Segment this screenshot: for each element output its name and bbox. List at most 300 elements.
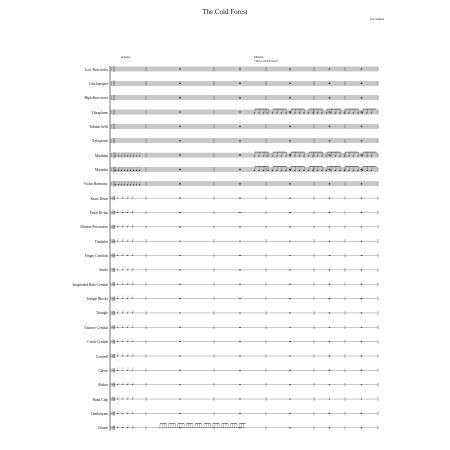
note-head [254,113,255,114]
whole-rest [329,312,331,313]
note-head [177,427,178,428]
whole-rest [239,68,241,69]
note-head [117,384,118,385]
note-head [371,156,372,157]
note-head [122,370,123,371]
whole-rest [329,212,331,213]
note-head [344,170,345,171]
note-head [254,170,255,171]
note-head [122,255,123,256]
note-head [303,156,304,157]
whole-rest [239,212,241,213]
whole-rest [361,126,363,127]
instrument-label: Tambourine [90,411,108,416]
section-subtitle: "The Cold Forest" [254,59,279,63]
note-head [267,156,268,157]
note-head [118,170,119,171]
note-head [122,327,123,328]
whole-rest [329,241,331,242]
note-head [124,156,125,157]
note-head [285,113,286,114]
note-head [133,184,134,185]
note-head [221,427,222,428]
note-head [122,269,123,270]
note-head [127,269,128,270]
note-head [124,170,125,171]
note-head [263,170,264,171]
note-head [276,113,277,114]
note-head [133,170,134,171]
note-head [117,313,118,314]
whole-rest [239,398,241,399]
note-head [236,427,237,428]
note-head [357,170,358,171]
whole-rest [289,97,291,98]
instrument-label: Triangle [95,311,108,316]
note-head [312,170,313,171]
whole-rest [289,384,291,385]
composer-name: Ian Lukas [370,17,384,21]
note-head [139,184,140,185]
note-head [122,241,123,242]
note-head [179,427,180,428]
section-mark: Misura [254,55,264,59]
whole-rest [239,97,241,98]
note-head [127,284,128,285]
whole-rest [239,154,241,155]
note-head [353,113,354,114]
whole-rest [179,169,181,170]
note-head [330,170,331,171]
note-head [174,427,175,428]
note-head [136,156,137,157]
note-head [133,156,134,157]
whole-rest [361,169,363,170]
instrument-label: Claves [98,368,108,373]
whole-rest [329,269,331,270]
whole-rest [179,212,181,213]
whole-rest [329,126,331,127]
note-head [321,113,322,114]
whole-rest [361,370,363,371]
note-head [371,113,372,114]
whole-rest [361,226,363,227]
note-head [232,427,233,428]
note-head [344,113,345,114]
note-head [362,170,363,171]
instrument-label: Tubular bells [89,124,108,129]
whole-rest [289,111,291,112]
note-head [132,255,133,256]
whole-rest [329,183,331,184]
note-head [132,241,133,242]
whole-rest [239,384,241,385]
note-head [205,427,206,428]
note-head [263,156,264,157]
note-head [326,170,327,171]
note-head [122,399,123,400]
note-head [185,427,186,428]
note-head [127,399,128,400]
whole-rest [361,355,363,356]
note-head [132,427,133,428]
note-head [132,341,133,342]
note-head [192,427,193,428]
whole-rest [179,183,181,184]
note-head [285,156,286,157]
whole-rest [361,327,363,328]
whole-rest [289,212,291,213]
note-head [290,170,291,171]
instrument-label: Cowbell [95,354,108,359]
note-head [357,113,358,114]
whole-rest [239,183,241,184]
note-head [203,427,204,428]
whole-rest [329,355,331,356]
note-head [122,313,123,314]
whole-rest [289,169,291,170]
whole-rest [329,427,331,428]
note-head [117,198,118,199]
note-head [117,341,118,342]
note-head [170,427,171,428]
note-head [294,113,295,114]
note-head [127,170,128,171]
note-head [196,427,197,428]
whole-rest [329,154,331,155]
note-head [130,170,131,171]
note-head [348,156,349,157]
note-head [127,327,128,328]
note-head [276,156,277,157]
note-head [161,427,162,428]
note-head [201,427,202,428]
instrument-label: Vibraphone [91,110,108,115]
whole-rest [329,341,331,342]
whole-rest [239,255,241,256]
note-head [127,313,128,314]
note-head [267,170,268,171]
note-head [117,413,118,414]
note-head [127,427,128,428]
instrument-label: Suspended Ride Cymbal [72,282,108,287]
note-head [127,226,128,227]
note-head [312,156,313,157]
note-head [122,341,123,342]
note-head [136,170,137,171]
note-head [243,427,244,428]
note-head [122,356,123,357]
note-head [132,269,133,270]
whole-rest [329,68,331,69]
whole-rest [179,312,181,313]
whole-rest [179,126,181,127]
note-head [299,170,300,171]
note-head [127,198,128,199]
instrument-label: Violin Harmonic [83,182,108,187]
instrument-label: Temple Blocks [86,297,108,302]
note-head [117,255,118,256]
note-head [272,113,273,114]
whole-rest [361,284,363,285]
whole-rest [179,83,181,84]
note-head [166,427,167,428]
note-head [194,427,195,428]
whole-rest [289,269,291,270]
note-head [117,241,118,242]
whole-rest [289,68,291,69]
whole-rest [179,154,181,155]
whole-rest [329,327,331,328]
note-head [117,399,118,400]
note-head [117,284,118,285]
whole-rest [179,284,181,285]
instrument-label: Marimba [94,167,108,172]
note-head [330,156,331,157]
note-head [240,427,241,428]
note-head [122,298,123,299]
note-head [139,156,140,157]
whole-rest [179,341,181,342]
note-head [223,427,224,428]
note-head [139,170,140,171]
whole-rest [179,226,181,227]
whole-rest [179,370,181,371]
note-head [290,156,291,157]
note-head [317,156,318,157]
whole-rest [289,126,291,127]
note-head [212,427,213,428]
note-head [258,156,259,157]
note-head [357,156,358,157]
note-head [127,384,128,385]
note-head [127,341,128,342]
note-head [281,156,282,157]
note-head [122,198,123,199]
whole-rest [289,413,291,414]
note-head [335,113,336,114]
note-head [218,427,219,428]
instrument-label: Marimba [94,153,108,158]
note-head [308,156,309,157]
instrument-label: Drums [98,426,108,431]
note-head [122,226,123,227]
whole-rest [361,140,363,141]
note-head [216,427,217,428]
whole-rest [179,398,181,399]
note-head [132,298,133,299]
note-head [127,413,128,414]
whole-rest [289,140,291,141]
whole-rest [179,355,181,356]
note-head [303,170,304,171]
note-head [317,113,318,114]
whole-rest [361,312,363,313]
whole-rest [361,298,363,299]
note-head [122,212,123,213]
note-head [308,113,309,114]
instrument-label: Chinese Cymbal [84,325,108,330]
whole-rest [361,384,363,385]
instrument-label: Crash Cymbal [87,340,108,345]
whole-rest [239,226,241,227]
whole-rest [361,269,363,270]
note-head [348,113,349,114]
whole-rest [179,384,181,385]
note-head [127,298,128,299]
whole-rest [289,398,291,399]
note-head [312,113,313,114]
note-head [127,241,128,242]
whole-rest [361,97,363,98]
whole-rest [179,111,181,112]
whole-rest [361,255,363,256]
note-head [122,413,123,414]
note-head [188,427,189,428]
note-head [348,170,349,171]
whole-rest [289,370,291,371]
score-title: The Cold Forest [202,8,248,16]
note-head [127,212,128,213]
whole-rest [329,226,331,227]
whole-rest [361,241,363,242]
instrument-label: Snare Drum [90,196,108,201]
whole-rest [329,198,331,199]
note-head [281,113,282,114]
instrument-label: Glockenspiel [89,81,108,86]
note-head [321,156,322,157]
note-head [294,170,295,171]
note-head [127,184,128,185]
note-head [117,212,118,213]
whole-rest [361,154,363,155]
note-head [362,113,363,114]
note-head [371,170,372,171]
note-head [272,156,273,157]
instrument-label: Shaker [98,383,108,388]
whole-rest [289,183,291,184]
whole-rest [361,111,363,112]
note-head [132,212,133,213]
whole-rest [329,284,331,285]
whole-rest [239,241,241,242]
whole-rest [179,298,181,299]
whole-rest [329,83,331,84]
note-head [263,113,264,114]
note-head [117,226,118,227]
instrument-label: Pedal Hi-hat [89,211,108,215]
note-head [227,427,228,428]
whole-rest [289,284,291,285]
instrument-label: Xylophone [92,139,108,144]
note-head [339,156,340,157]
note-head [117,427,118,428]
whole-rest [239,341,241,342]
whole-rest [179,255,181,256]
note-head [132,370,133,371]
whole-rest [289,427,291,428]
note-head [303,113,304,114]
note-head [172,427,173,428]
whole-rest [239,269,241,270]
whole-rest [361,341,363,342]
whole-rest [329,97,331,98]
note-head [168,427,169,428]
note-head [130,184,131,185]
note-head [132,313,133,314]
tempo-mark: Adagio [121,55,131,59]
whole-rest [289,355,291,356]
note-head [317,170,318,171]
note-head [258,113,259,114]
whole-rest [361,413,363,414]
whole-rest [289,198,291,199]
whole-rest [239,355,241,356]
whole-rest [329,370,331,371]
whole-rest [289,298,291,299]
note-head [132,399,133,400]
note-head [225,427,226,428]
note-head [117,269,118,270]
whole-rest [329,298,331,299]
whole-rest [239,83,241,84]
whole-rest [239,169,241,170]
whole-rest [239,298,241,299]
note-head [132,384,133,385]
whole-rest [329,413,331,414]
note-head [132,356,133,357]
note-head [210,427,211,428]
note-head [121,170,122,171]
whole-rest [289,154,291,155]
note-head [127,356,128,357]
whole-rest [239,327,241,328]
whole-rest [361,398,363,399]
whole-rest [239,284,241,285]
note-head [321,170,322,171]
note-head [130,156,131,157]
note-head [353,170,354,171]
note-head [117,298,118,299]
note-head [285,170,286,171]
note-head [132,327,133,328]
note-head [127,156,128,157]
whole-rest [179,269,181,270]
whole-rest [361,198,363,199]
note-head [115,170,116,171]
note-head [339,170,340,171]
whole-rest [329,140,331,141]
whole-rest [289,226,291,227]
whole-rest [239,370,241,371]
whole-rest [289,341,291,342]
note-head [199,427,200,428]
whole-rest [239,312,241,313]
note-head [183,427,184,428]
note-head [308,170,309,171]
whole-rest [361,212,363,213]
whole-rest [329,111,331,112]
note-head [299,113,300,114]
note-head [115,184,116,185]
whole-rest [361,427,363,428]
instrument-label: Low Boss notes [85,67,108,72]
whole-rest [361,68,363,69]
instrument-label: Finger Cymbals [84,254,108,259]
note-head [258,170,259,171]
note-head [127,370,128,371]
note-head [122,427,123,428]
